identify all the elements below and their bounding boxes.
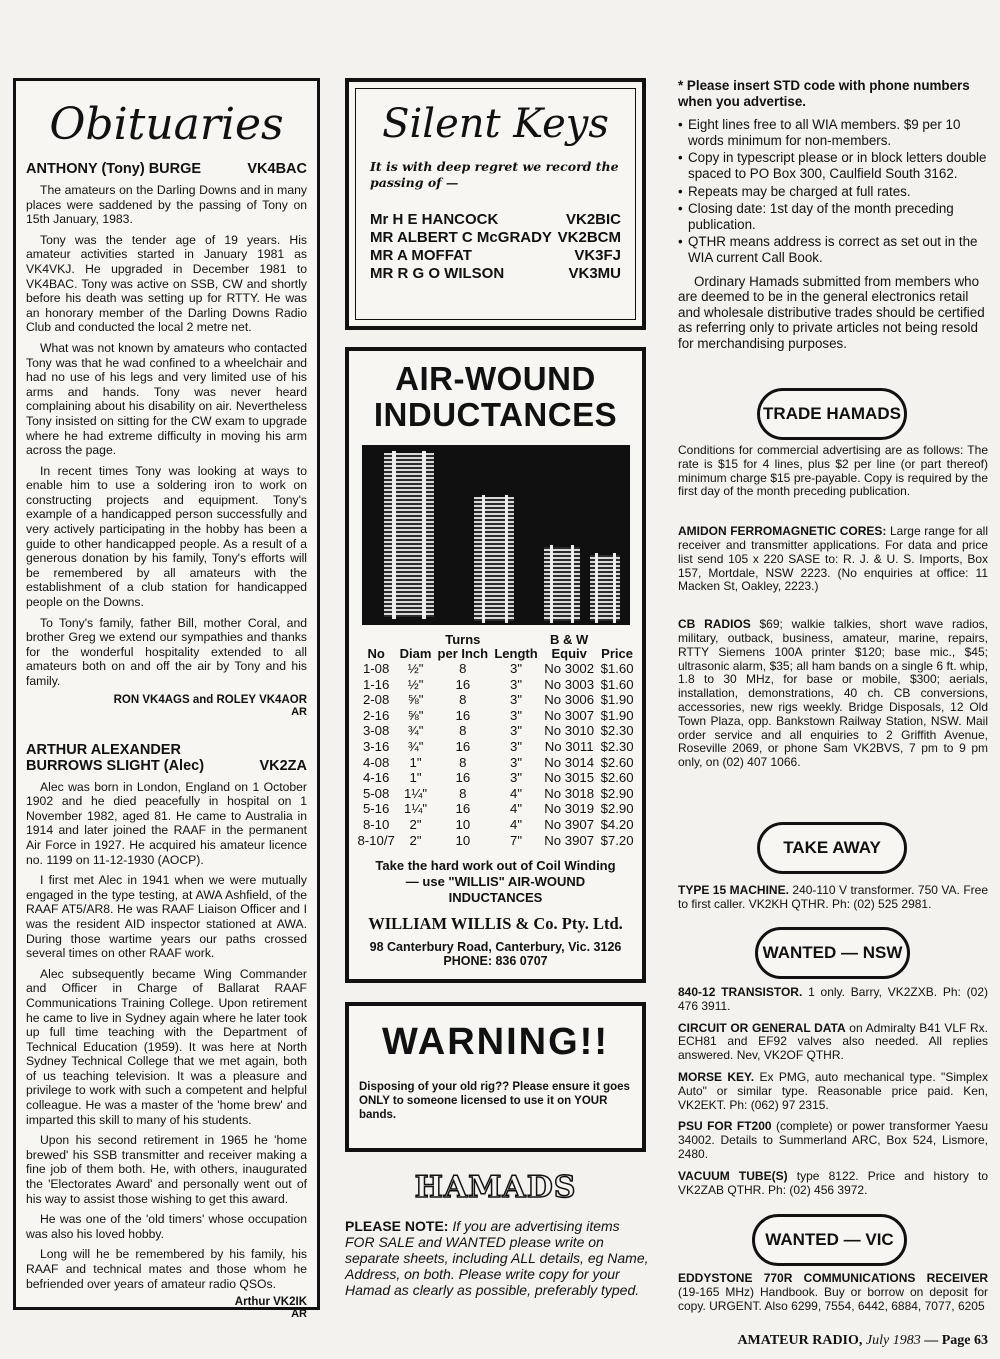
inductance-company: WILLIAM WILLIS & Co. Pty. Ltd. <box>368 914 623 934</box>
table-cell: 1¼" <box>404 785 428 801</box>
ad-heading: PSU FOR FT200 <box>678 1119 772 1134</box>
inductance-title-line2: INDUCTANCES <box>373 396 618 433</box>
ad-heading: AMIDON FERROMAGNETIC CORES: <box>678 524 887 539</box>
paragraph: To Tony's family, father Bill, mother Coral, and brother Greg we extend our sympathies and thanks for the wonderful hospitality extended to all amateurs both on and off the air by Tony and his family. <box>26 615 307 688</box>
warning-box <box>345 1002 646 1152</box>
ad-text: 1 only. Barry, VK2ZXB. Ph: (02) 476 3911. <box>678 985 988 1013</box>
table-row <box>355 817 636 833</box>
trade-hamads-section <box>678 444 988 770</box>
table-cell: ⅝" <box>407 692 424 708</box>
ad-cb-radios <box>678 618 988 770</box>
ad-heading: CIRCUIT OR GENERAL DATA <box>678 1020 846 1035</box>
ad-wanted-item <box>678 986 988 1014</box>
obituary-2-name-line2: BURROWS SLIGHT (Alec) <box>26 757 205 774</box>
table-row <box>355 661 636 677</box>
ad-heading: 840-12 TRANSISTOR. <box>678 985 803 999</box>
table-cell: 8-10 <box>362 816 390 832</box>
table-cell: $2.30 <box>600 723 634 739</box>
ad-wanted-item <box>678 1170 988 1198</box>
ad-heading: VACUUM TUBE(S) <box>678 1168 788 1183</box>
paragraph: In recent times Tony was looking at ways to enable him to use a soldering iron to work on constructing projects and equipment. Tony's example of a handicapped person successfully and very actively participating in the hobby has been a guide to other handicapped people. As a result of a generous donation by his family, Tony's efforts will be remembered by all amateurs with the establishment of a club station for handicapped people on the Downs. <box>26 463 307 610</box>
table-cell: No 3010 <box>544 723 595 739</box>
paragraph: Long will he be remembered by his family, his RAAF and technical mates and those whom he befriended over years of amateur radio QSOs. <box>26 1247 307 1291</box>
obituary-2-header <box>26 742 307 774</box>
table-cell: 8 <box>459 661 467 676</box>
ad-text: on Admiralty B41 VLF Rx. ECH81 and EF92 valves also needed. All replies answered. Nev, VK2OF QTHR. <box>678 1020 988 1063</box>
inductance-price-table <box>355 633 636 848</box>
list-item: • Copy in typescript please or in block letters double spaced to PO Box 300, Caulfield South 3162. <box>678 150 988 181</box>
silent-keys-box <box>345 78 646 330</box>
paragraph: Alec subsequently became Wing Commander and Officer in Charge of Ballarat RAAF Communications Training College. Upon retirement he came to live in Sydney again where he later took up full time teaching with the Department of Technical Education (1959). It was here at North Sydney Technical College that we met again, both of us teaching television. It was a pleasure and privilege to work with such a competent and helpful colleague. He was a master of the 'home brew' and imparted this skill to many of his students. <box>26 966 307 1127</box>
obituary-2-ar: AR <box>291 1308 307 1321</box>
table-cell: No 3015 <box>544 770 595 786</box>
table-cell: 4" <box>509 785 522 801</box>
ad-text: $69; walkie talkies, short wave radios, military, outback, business, amateur, marine, repairs, RTTY Siemens 100A printer $120; base mic., $45; ultrasonic alarm, $35; all ham bands on a single 6 ft. whip, 1.8 to 30 MHz, for base or mobile, $300; aerials, installation, demonstrations, 40 ch. CB conversions, accessories, new rigs weekly. Bridge Disposals, 12 Old Town Plaza, opp. Bankstown Railway Station, NSW. Mail order service and all enquiries to 2 Griffith Avenue, Roseville 2069, or phone Sam VK2BVS, 7 pm to 9 pm only, on (02) 407 1066. <box>678 617 988 770</box>
table-cell: $2.90 <box>600 785 634 801</box>
list-item <box>370 229 621 247</box>
ad-text: Large range for all receiver and transmitter applications. For data and price list send 105 x 220 SASE to: R. J. & U. S. Imports, Box 157, Mortdale, NSW 2223. (No enquiries at office: 11 Macken St, Oakley, 2223.) <box>678 524 988 594</box>
table-row <box>355 677 636 693</box>
ad-wanted-item <box>678 1120 988 1161</box>
rules-list <box>678 117 988 265</box>
table-cell: No 3011 <box>544 738 594 754</box>
table-cell: 1¼" <box>404 801 428 817</box>
silent-key-name: MR A MOFFAT <box>370 247 472 264</box>
table-row <box>355 770 636 786</box>
table-cell: 3" <box>509 707 522 723</box>
obituary-2-name-line1: ARTHUR ALEXANDER <box>26 741 181 758</box>
table-cell: No 3907 <box>544 832 595 848</box>
table-cell: 2" <box>409 816 422 832</box>
obituary-1-name: ANTHONY (Tony) BURGE <box>26 161 202 177</box>
table-cell: 8 <box>459 754 467 770</box>
warning-title: WARNING!! <box>382 1021 609 1063</box>
paragraph: The amateurs on the Darling Downs and in many places were saddened by the passing of Tony on 15th January, 1983. <box>26 183 307 227</box>
table-cell: 3-16 <box>362 738 390 754</box>
silent-key-call: VK3MU <box>568 265 621 282</box>
table-cell: 10 <box>455 816 471 832</box>
obituary-1-body <box>26 183 307 689</box>
inductance-phone: PHONE: 836 0707 <box>443 954 548 969</box>
coils-illustration <box>362 445 630 625</box>
list-item: • Repeats may be charged at full rates. <box>678 184 988 200</box>
table-cell: 16 <box>455 770 471 786</box>
table-cell: $1.60 <box>600 676 634 692</box>
silent-keys-list <box>370 211 621 283</box>
footer-magazine: AMATEUR RADIO, <box>737 1333 863 1348</box>
list-item <box>370 265 621 283</box>
table-header-row <box>355 633 636 661</box>
silent-keys-inner-frame <box>355 88 636 320</box>
table-cell: $1.60 <box>600 661 634 676</box>
table-cell: ¾" <box>407 723 424 739</box>
inductance-ad <box>345 347 646 983</box>
table-cell: 3" <box>509 661 522 676</box>
table-cell: 4" <box>509 801 522 817</box>
ad-text: (complete) or power transformer Yaesu 34002. Details to Summerland ARC, Box 524, Lismore, 2480. <box>678 1119 988 1161</box>
table-cell: $1.90 <box>600 692 634 708</box>
obituary-2-signature: Arthur VK2IK <box>234 1296 307 1309</box>
inductance-table-body <box>355 661 636 848</box>
table-cell: $4.20 <box>600 816 634 832</box>
table-row <box>355 723 636 739</box>
ad-type15 <box>678 884 988 912</box>
ad-heading: MORSE KEY. <box>678 1069 755 1084</box>
table-cell: 8 <box>459 785 467 801</box>
tagline-line: INDUCTANCES <box>448 890 543 906</box>
column-header: Diam <box>399 646 432 661</box>
obituary-1-signature: RON VK4AGS and ROLEY VK4AOR <box>113 693 307 706</box>
table-cell: 2-16 <box>362 707 390 723</box>
list-item: • Eight lines free to all WIA members. $9 per 10 words minimum for non-members. <box>678 117 988 148</box>
silent-key-name: MR R G O WILSON <box>370 265 505 282</box>
table-cell: 8-10/7 <box>357 832 395 848</box>
table-cell: 3-08 <box>362 723 390 739</box>
obituary-1-ar: AR <box>291 705 307 718</box>
table-cell: ½" <box>407 676 424 692</box>
hamads-title: HAMADS <box>414 1170 577 1205</box>
table-row <box>355 833 636 849</box>
hamads-note <box>345 1218 651 1298</box>
wanted-nsw-section <box>678 980 988 1197</box>
ad-text: Ex PMG, auto mechanical type. "Simplex Auto" or similar type. Reasonable price paid. Ken, VK2EKT. Ph: (062) 97 2315. <box>678 1069 989 1112</box>
silent-key-call: VK2BCM <box>557 229 621 246</box>
table-cell: $2.60 <box>600 770 634 786</box>
footer-date: July 1983 <box>865 1333 921 1348</box>
table-cell: 16 <box>455 738 471 754</box>
ordinary-hamads-note: Ordinary Hamads submitted from members who are deemed to be in the general electronics retail and wholesale distributive trades should be certified as referring only to private articles not being resold for merchandising purposes. <box>678 273 985 351</box>
table-cell: 4-08 <box>362 754 390 770</box>
table-cell: ½" <box>407 661 424 676</box>
table-cell: 3" <box>509 723 522 739</box>
inductance-title-line1: AIR-WOUND <box>395 360 596 397</box>
table-cell: 3" <box>509 738 522 754</box>
list-item <box>370 247 621 265</box>
table-cell: 16 <box>455 801 471 817</box>
obituaries-box <box>13 78 320 1321</box>
silent-keys-title: Silent Keys <box>382 101 609 147</box>
table-cell: 16 <box>455 676 471 692</box>
list-item: • QTHR means address is correct as set out in the WIA current Call Book. <box>678 234 988 265</box>
silent-key-name: MR ALBERT C McGRADY <box>370 229 552 246</box>
table-cell: $2.90 <box>600 801 634 817</box>
table-cell: 8 <box>459 692 467 708</box>
table-cell: 3" <box>509 770 522 786</box>
silent-key-call: VK2BIC <box>565 211 621 228</box>
list-item: • Closing date: 1st day of the month preceding publication. <box>678 201 988 232</box>
table-cell: No 3907 <box>544 816 595 832</box>
table-cell: No 3002 <box>544 661 595 676</box>
table-cell: 5-08 <box>362 785 390 801</box>
hamads-note-text: If you are advertising items FOR SALE and WANTED please write on separate sheets, including ALL details, eg Name, Address, on both. Please write copy for your Hamad as clearly as possible, preferably typed. <box>345 1218 649 1298</box>
table-cell: 3" <box>509 676 522 692</box>
ad-heading: TYPE 15 MACHINE. <box>678 883 789 897</box>
paragraph: Tony was the tender age of 19 years. His amateur activities started in January 1981 as VK4VKJ. He upgraded in December 1981 to VK4BAC. Tony was active on SSB, CW and shortly before his death was setting up for RTTY. He was an honorary member of the Darling Downs Radio Club and conducted the local 2 metre net. <box>26 232 307 335</box>
trade-conditions: Conditions for commercial advertising are as follows: The rate is $15 for 4 lines, plus $2 per line (or part thereof) minimum charge $15 pre-payable. Copy is required by the first day of the month preceding publication. <box>678 443 988 499</box>
table-row <box>355 692 636 708</box>
take-away-label: TAKE AWAY <box>757 822 907 874</box>
tagline-line: — use "WILLIS" AIR-WOUND <box>405 874 586 890</box>
table-cell: 10 <box>455 832 471 848</box>
obituaries-title: Obituaries <box>49 99 284 150</box>
paragraph: Upon his second retirement in 1965 he 'home brewed' his SSB transmitter and receiver making a fine job of them both. He, with others, inaugurated the 'Electorates Award' and personally went out of his way to assist those wishing to get this award. <box>26 1133 307 1206</box>
inductance-ad-title <box>355 361 636 433</box>
silent-key-call: VK3FJ <box>574 247 621 264</box>
ad-heading: CB RADIOS <box>678 617 751 632</box>
obituary-2-body <box>26 780 307 1292</box>
table-cell: No 3006 <box>544 692 595 708</box>
table-cell: $7.20 <box>600 832 634 848</box>
take-away-section <box>678 878 988 912</box>
inductance-coils-photo <box>362 445 630 625</box>
ad-amidon <box>678 525 988 594</box>
inductance-address: 98 Canterbury Road, Canterbury, Vic. 3126 <box>369 940 622 955</box>
table-cell: ⅝" <box>407 707 424 723</box>
table-cell: No 3018 <box>544 785 595 801</box>
table-cell: 1-08 <box>362 661 390 676</box>
column-header: B & W Equiv <box>550 632 589 661</box>
table-cell: 7" <box>509 832 522 848</box>
table-cell: $2.60 <box>600 754 634 770</box>
ad-eddystone <box>678 1272 988 1313</box>
list-item <box>370 211 621 229</box>
obituary-2-call: VK2ZA <box>259 757 307 774</box>
table-cell: 4" <box>509 816 522 832</box>
tagline-line: Take the hard work out of Coil Winding <box>375 858 616 874</box>
table-cell: ¾" <box>407 738 424 754</box>
table-cell: 4-16 <box>362 770 390 786</box>
inductance-tagline <box>355 858 636 906</box>
column-header: No <box>367 646 385 661</box>
table-cell: 1-16 <box>362 676 390 692</box>
ad-text: 240-110 V transformer. 750 VA. Free to first caller. VK2KH QTHR. Ph: (02) 525 2981. <box>678 883 988 911</box>
paragraph: What was not known by amateurs who contacted Tony was that he wad confined to a wheelchair and had no use of his legs and very limited use of his arms and hands. Tony was never heard complaining about his disability on air. Nevertheless Tony insisted on sitting for the CW exam to upgrade where he had extreme difficulty in moving his arm across the page. <box>26 340 307 458</box>
trade-hamads-label: TRADE HAMADS <box>757 388 907 440</box>
ad-wanted-item <box>678 1071 988 1112</box>
table-cell: $1.90 <box>600 707 634 723</box>
table-cell: No 3007 <box>544 707 595 723</box>
silent-keys-intro: It is with deep regret we record the passing of — <box>370 159 619 190</box>
paragraph: He was one of the 'old timers' whose occupation was also his loved hobby. <box>26 1212 307 1241</box>
table-row <box>355 801 636 817</box>
table-cell: 8 <box>459 723 467 739</box>
paragraph: I first met Alec in 1941 when we were mutually engaged in the type testing, at AWA Ashfield, of the RAAF AT5/AR8. He was RAAF Liaison Officer and I was the resident AID inspector stationed at AWA. During those wartime years our paths crossed several times on other RAAF work. <box>26 873 307 961</box>
table-cell: 2-08 <box>362 692 390 708</box>
table-cell: 2" <box>409 832 422 848</box>
table-row <box>355 708 636 724</box>
wanted-nsw-label: WANTED — NSW <box>755 927 910 979</box>
table-row <box>355 739 636 755</box>
table-cell: No 3019 <box>544 801 595 817</box>
footer-page: — Page 63 <box>924 1333 988 1348</box>
table-cell: 5-16 <box>362 801 390 817</box>
paragraph: Alec was born in London, England on 1 October 1902 and he died peacefully in hospital on 1 November 1982, aged 81. He came to Australia in 1914 and later joined the RAAF in the permanent Air Force in 1927. He acquired his amateur licence no. 1199 on 11-12-1930 (AOCP). <box>26 779 307 867</box>
table-cell: 3" <box>509 692 522 708</box>
ad-heading: EDDYSTONE 770R COMMUNICATIONS RECEIVER <box>678 1271 988 1285</box>
column-header: Turns per Inch <box>437 632 489 661</box>
table-cell: $2.30 <box>600 738 634 754</box>
table-row <box>355 786 636 802</box>
obituary-1-call: VK4BAC <box>247 161 307 177</box>
page-footer <box>737 1333 988 1349</box>
silent-key-name: Mr H E HANCOCK <box>370 211 499 228</box>
obituary-1-header <box>26 161 307 177</box>
column-header: Length <box>494 646 538 661</box>
hamads-note-label: PLEASE NOTE: <box>345 1218 449 1234</box>
table-cell: No 3014 <box>544 754 595 770</box>
table-cell: 3" <box>509 754 522 770</box>
std-note: * Please insert STD code with phone numbers when you advertise. <box>678 78 970 109</box>
column-header: Price <box>601 646 633 661</box>
table-cell: 1" <box>409 754 422 770</box>
warning-text: Disposing of your old rig?? Please ensure it goes ONLY to someone licensed to use it on YOUR bands. <box>359 1081 630 1121</box>
ad-text: type 8122. Price and history to VK2ZAB QTHR. Ph: (02) 456 3972. <box>678 1168 988 1197</box>
hamads-rules <box>678 78 988 352</box>
table-cell: 1" <box>409 770 422 786</box>
table-cell: 16 <box>455 707 471 723</box>
table-row <box>355 755 636 771</box>
wanted-vic-section <box>678 1268 988 1313</box>
ad-wanted-item <box>678 1022 988 1063</box>
table-cell: No 3003 <box>544 676 595 692</box>
wanted-vic-label: WANTED — VIC <box>752 1214 907 1266</box>
ad-text: (19-165 MHz) Handbook. Buy or borrow on deposit for copy. URGENT. Also 6299, 7554, 6442, 6884, 7077, 6205 <box>678 1284 988 1313</box>
